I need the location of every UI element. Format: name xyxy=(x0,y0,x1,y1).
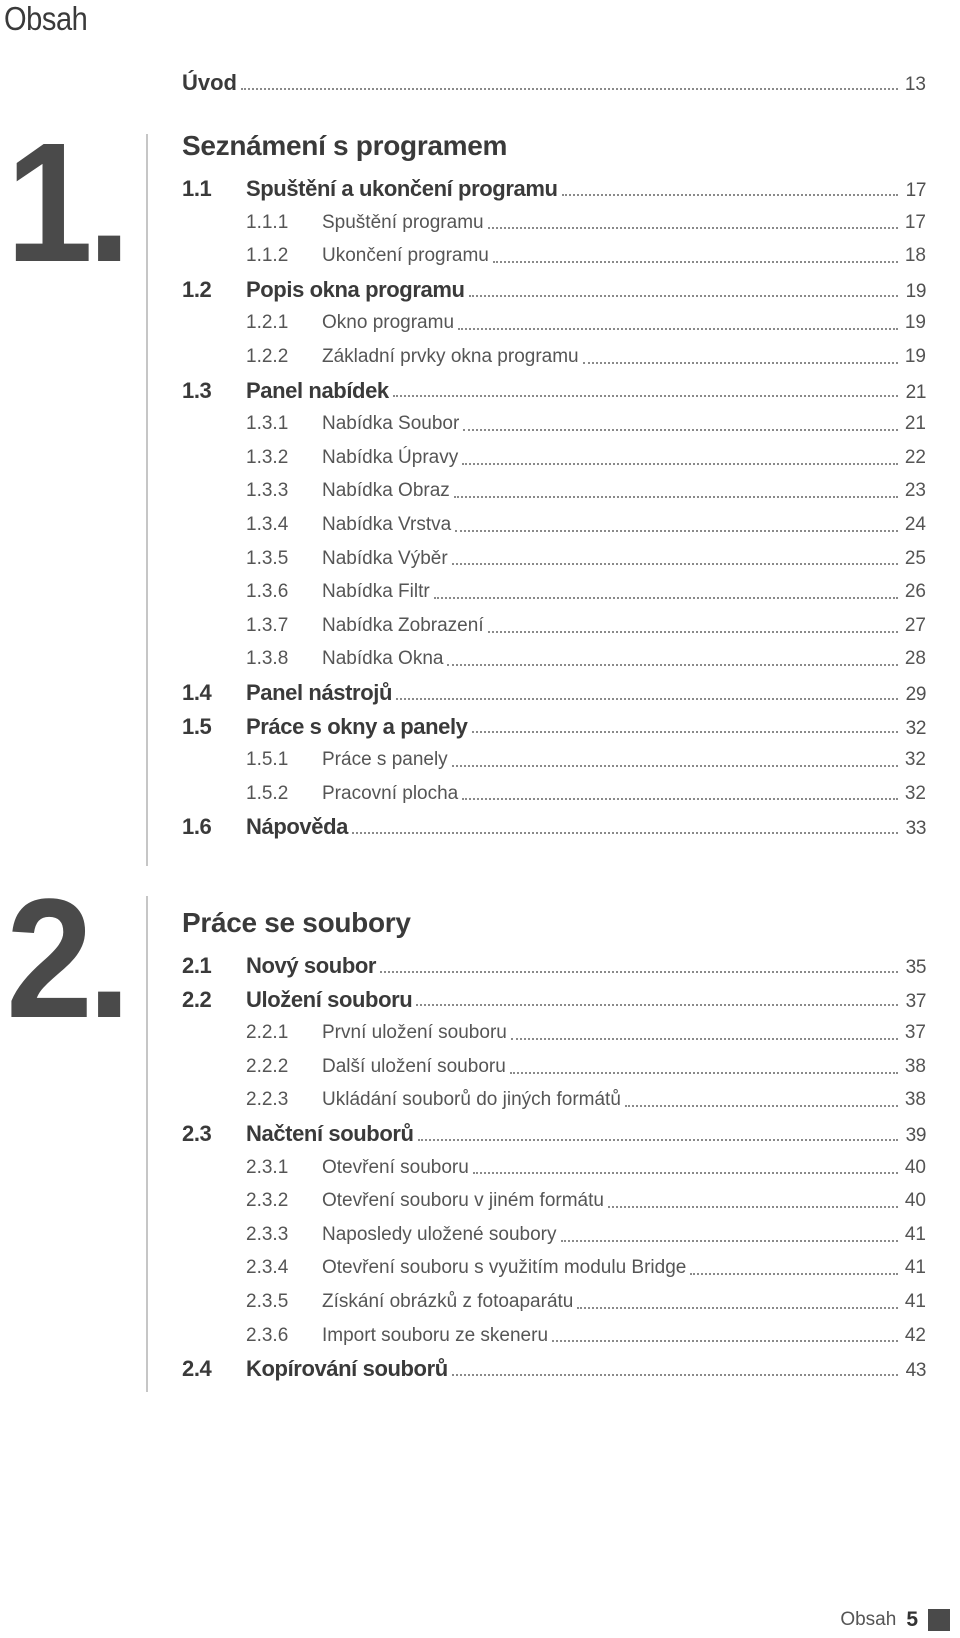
dot-leader xyxy=(510,1072,898,1074)
toc-page-number: 23 xyxy=(904,480,926,502)
chapter-number-1: 1. xyxy=(6,108,126,298)
toc-page-number: 35 xyxy=(905,957,926,978)
toc-subsection-entry[interactable] xyxy=(182,542,926,576)
chapter-title: Práce se soubory xyxy=(182,907,411,938)
footer-section-label: Obsah xyxy=(840,1609,897,1630)
toc-subsection-entry[interactable] xyxy=(182,441,926,475)
toc-entry-label: Další uložení souboru xyxy=(322,1055,506,1077)
toc-entry-label: Okno programu xyxy=(322,312,455,334)
dot-leader xyxy=(458,328,898,330)
toc-entry-label: Nabídka Zobrazení xyxy=(322,614,484,636)
toc-page-number: 24 xyxy=(904,513,926,535)
dot-leader xyxy=(455,530,898,532)
toc-entry-number: 1.1.2 xyxy=(246,245,289,267)
toc-entry-number: 2.3.3 xyxy=(246,1223,289,1245)
toc-page-number: 19 xyxy=(904,312,926,334)
dot-leader xyxy=(493,261,898,263)
toc-section-entry[interactable] xyxy=(182,710,926,744)
dot-leader xyxy=(462,463,898,465)
toc-page-number: 38 xyxy=(904,1055,926,1077)
toc-entry-number: 1.5.1 xyxy=(246,749,289,771)
toc-section-entry[interactable] xyxy=(182,983,926,1017)
toc-entry-label: Úvod xyxy=(182,70,237,95)
toc-entry-number: 1.3.2 xyxy=(246,446,289,468)
dot-leader xyxy=(462,798,898,800)
dot-leader xyxy=(393,395,898,397)
dot-leader xyxy=(488,227,898,229)
toc-entry-label: Spuštění a ukončení programu xyxy=(246,176,558,201)
dot-leader xyxy=(473,1172,898,1174)
toc-section-entry[interactable] xyxy=(182,273,926,307)
toc-entry-number: 2.2 xyxy=(182,986,212,1012)
toc-entry-label: Základní prvky okna programu xyxy=(322,345,579,367)
toc-section-entry[interactable] xyxy=(182,172,926,206)
toc-section-entry[interactable] xyxy=(182,676,926,710)
toc-subsection-entry[interactable] xyxy=(182,777,926,811)
toc-entry-label: Nový soubor xyxy=(246,953,377,978)
toc-subsection-entry[interactable] xyxy=(182,1184,926,1218)
toc-page-number: 17 xyxy=(905,180,926,201)
toc-subsection-entry[interactable] xyxy=(182,1083,926,1117)
toc-entry-label: Otevření souboru v jiném formátu xyxy=(322,1190,604,1212)
toc-section-entry[interactable] xyxy=(182,1352,926,1386)
toc-subsection-entry[interactable] xyxy=(182,575,926,609)
dot-leader xyxy=(380,971,898,973)
toc-entry-label: Nabídka Vrstva xyxy=(322,513,452,535)
dot-leader xyxy=(463,429,898,431)
toc-entry-number: 2.3 xyxy=(182,1120,212,1146)
toc-entry-label: Kopírování souborů xyxy=(246,1356,448,1382)
toc-section-entry[interactable] xyxy=(182,374,926,408)
toc-page-number: 32 xyxy=(905,717,926,739)
toc-entry-number: 2.2.1 xyxy=(246,1022,289,1044)
toc-page-number: 25 xyxy=(904,547,926,569)
toc-page-number: 41 xyxy=(904,1223,926,1245)
toc-subsection-entry[interactable] xyxy=(182,609,926,643)
toc-page-number: 22 xyxy=(904,446,926,468)
toc-entry-number: 1.5.2 xyxy=(246,782,289,804)
toc-entry-label: První uložení souboru xyxy=(322,1022,507,1044)
toc-entry-label: Načtení souborů xyxy=(246,1120,414,1146)
dot-leader xyxy=(469,295,898,297)
dot-leader xyxy=(447,664,898,666)
dot-leader xyxy=(511,1038,898,1040)
toc-subsection-entry[interactable] xyxy=(182,1251,926,1285)
toc-entry-number: 2.3.1 xyxy=(246,1156,289,1178)
toc-page-number: 29 xyxy=(905,683,926,705)
chapter-number-2: 2. xyxy=(6,864,126,1054)
toc-entry-number: 1.2.2 xyxy=(246,345,289,367)
toc-section-entry[interactable] xyxy=(182,949,926,983)
toc-page-number: 32 xyxy=(904,782,926,804)
toc-entry-number: 2.3.4 xyxy=(246,1257,289,1279)
toc-entry-label: Získání obrázků z fotoaparátu xyxy=(322,1290,574,1312)
toc-page-number: 32 xyxy=(904,749,926,771)
chapter-title: Seznámení s programem xyxy=(182,130,508,161)
toc-entry-number: 1.2 xyxy=(182,276,212,302)
dot-leader xyxy=(488,631,898,633)
toc-entry-number: 1.3.7 xyxy=(246,614,289,636)
toc-page-number: 21 xyxy=(905,381,926,403)
toc-page-number: 40 xyxy=(904,1156,926,1178)
toc-page-number: 41 xyxy=(904,1257,926,1279)
toc-entry-label: Nabídka Soubor xyxy=(322,413,460,435)
toc-subsection-entry[interactable] xyxy=(182,1218,926,1252)
toc-entry-number: 1.4 xyxy=(182,679,212,705)
toc-entry-label: Nabídka Obraz xyxy=(322,480,450,502)
toc-subsection-entry[interactable] xyxy=(182,1285,926,1319)
toc-entry-number: 1.5 xyxy=(182,713,212,739)
toc-page-number: 18 xyxy=(904,245,926,267)
toc-entry-label: Pracovní plocha xyxy=(322,782,459,804)
toc-subsection-entry[interactable] xyxy=(182,1050,926,1084)
toc-entry-number: 2.3.2 xyxy=(246,1190,289,1212)
toc-entry-number: 1.3 xyxy=(182,377,212,403)
toc-entry-label: Import souboru ze skeneru xyxy=(322,1324,549,1346)
toc-entry-label: Nabídka Výběr xyxy=(322,547,448,569)
toc-subsection-entry[interactable] xyxy=(182,206,926,240)
toc-entry-label: Nápověda xyxy=(246,814,348,840)
page-title: Obsah xyxy=(4,0,88,37)
dot-leader xyxy=(396,698,898,700)
toc-entry-label: Nabídka Úpravy xyxy=(322,446,459,468)
toc-entry-number: 1.3.3 xyxy=(246,480,289,502)
toc-subsection-entry[interactable] xyxy=(182,340,926,374)
toc-entry-label: Spuštění programu xyxy=(322,211,484,233)
dot-leader xyxy=(561,1240,899,1242)
dot-leader xyxy=(625,1105,898,1107)
dot-leader xyxy=(562,194,898,196)
toc-subsection-entry[interactable] xyxy=(182,407,926,441)
toc-page-number: 39 xyxy=(905,1124,926,1146)
toc-entry-number: 1.1.1 xyxy=(246,211,289,233)
dot-leader xyxy=(352,832,898,834)
dot-leader xyxy=(434,597,898,599)
toc-entry-label: Otevření souboru s využitím modulu Bridge xyxy=(322,1257,687,1279)
toc-entry-number: 2.3.5 xyxy=(246,1290,289,1312)
toc-entry-number: 2.2.3 xyxy=(246,1089,289,1111)
chapter-1 xyxy=(182,128,926,844)
toc-page-number: 17 xyxy=(904,211,926,233)
toc-entry-label: Panel nabídek xyxy=(246,377,389,403)
toc-subsection-entry[interactable] xyxy=(182,508,926,542)
toc-entry-label: Otevření souboru xyxy=(322,1156,469,1178)
toc-entry-number: 1.1 xyxy=(182,176,212,201)
dot-leader xyxy=(583,362,898,364)
toc-entry-number: 2.3.6 xyxy=(246,1324,289,1346)
toc-entry-label: Nabídka Okna xyxy=(322,648,444,670)
toc-entry-number: 1.3.5 xyxy=(246,547,289,569)
toc-page-number: 38 xyxy=(904,1089,926,1111)
dot-leader xyxy=(452,563,898,565)
toc-page-number: 13 xyxy=(904,74,926,95)
toc-entries xyxy=(182,172,926,844)
footer-marker-square xyxy=(928,1609,950,1631)
toc-subsection-entry[interactable] xyxy=(182,1151,926,1185)
toc-subsection-entry[interactable] xyxy=(182,743,926,777)
toc-subsection-entry[interactable] xyxy=(182,474,926,508)
toc-entry-number: 1.3.1 xyxy=(246,413,289,435)
toc-page-number: 43 xyxy=(905,1360,926,1382)
toc-entry-number: 1.6 xyxy=(182,814,212,840)
toc-page-number: 33 xyxy=(905,818,926,840)
dot-leader xyxy=(552,1340,898,1342)
toc-subsection-entry[interactable] xyxy=(182,239,926,273)
chapter-divider-2 xyxy=(146,896,148,1392)
footer-page-number: 5 xyxy=(906,1608,918,1631)
toc-entry-label: Naposledy uložené soubory xyxy=(322,1223,557,1245)
toc-page-number: 37 xyxy=(905,990,926,1012)
toc-entry-label: Ukládání souborů do jiných formátů xyxy=(322,1089,621,1111)
dot-leader xyxy=(418,1139,898,1141)
toc-entry-number: 1.3.4 xyxy=(246,513,289,535)
toc-entry-label: Nabídka Filtr xyxy=(322,581,430,603)
dot-leader xyxy=(241,88,898,90)
page-footer xyxy=(840,1608,950,1632)
toc-subsection-entry[interactable] xyxy=(182,1319,926,1353)
toc-page-number: 28 xyxy=(904,648,926,670)
toc-entry-label: Ukončení programu xyxy=(322,245,489,267)
toc-entry-number: 2.2.2 xyxy=(246,1055,289,1077)
toc-intro[interactable] xyxy=(182,66,926,100)
toc-subsection-entry[interactable] xyxy=(182,306,926,340)
toc-entry-number: 1.2.1 xyxy=(246,312,289,334)
toc-section-entry[interactable] xyxy=(182,1117,926,1151)
toc-page-number: 41 xyxy=(904,1290,926,1312)
toc-page-number: 40 xyxy=(904,1190,926,1212)
dot-leader xyxy=(416,1004,898,1006)
toc-entry-number: 2.1 xyxy=(182,953,212,978)
chapter-2 xyxy=(182,905,926,1386)
toc-entry-number: 2.4 xyxy=(182,1356,212,1382)
toc-page-number: 37 xyxy=(904,1022,926,1044)
toc-entries xyxy=(182,949,926,1386)
toc-subsection-entry[interactable] xyxy=(182,1016,926,1050)
toc-subsection-entry[interactable] xyxy=(182,642,926,676)
dot-leader xyxy=(454,496,898,498)
dot-leader xyxy=(608,1206,898,1208)
chapter-divider-1 xyxy=(146,134,148,866)
toc-page-number: 19 xyxy=(905,280,926,302)
dot-leader xyxy=(452,765,898,767)
dot-leader xyxy=(577,1307,898,1309)
toc-entry-intro[interactable] xyxy=(182,66,926,100)
toc-page-number: 19 xyxy=(904,345,926,367)
toc-entry-label: Panel nástrojů xyxy=(246,679,392,705)
dot-leader xyxy=(472,731,898,733)
toc-entry-number: 1.3.6 xyxy=(246,581,289,603)
toc-page-number: 21 xyxy=(904,413,926,435)
toc-page-number: 42 xyxy=(904,1324,926,1346)
toc-entry-label: Popis okna programu xyxy=(246,276,465,302)
toc-entry-label: Uložení souboru xyxy=(246,986,413,1012)
toc-page-number: 27 xyxy=(904,614,926,636)
toc-page-number: 26 xyxy=(904,581,926,603)
dot-leader xyxy=(452,1374,898,1376)
toc-entry-label: Práce s okny a panely xyxy=(246,713,468,739)
dot-leader xyxy=(690,1273,898,1275)
toc-entry-number: 1.3.8 xyxy=(246,648,289,670)
toc-entry-label: Práce s panely xyxy=(322,749,448,771)
toc-section-entry[interactable] xyxy=(182,810,926,844)
